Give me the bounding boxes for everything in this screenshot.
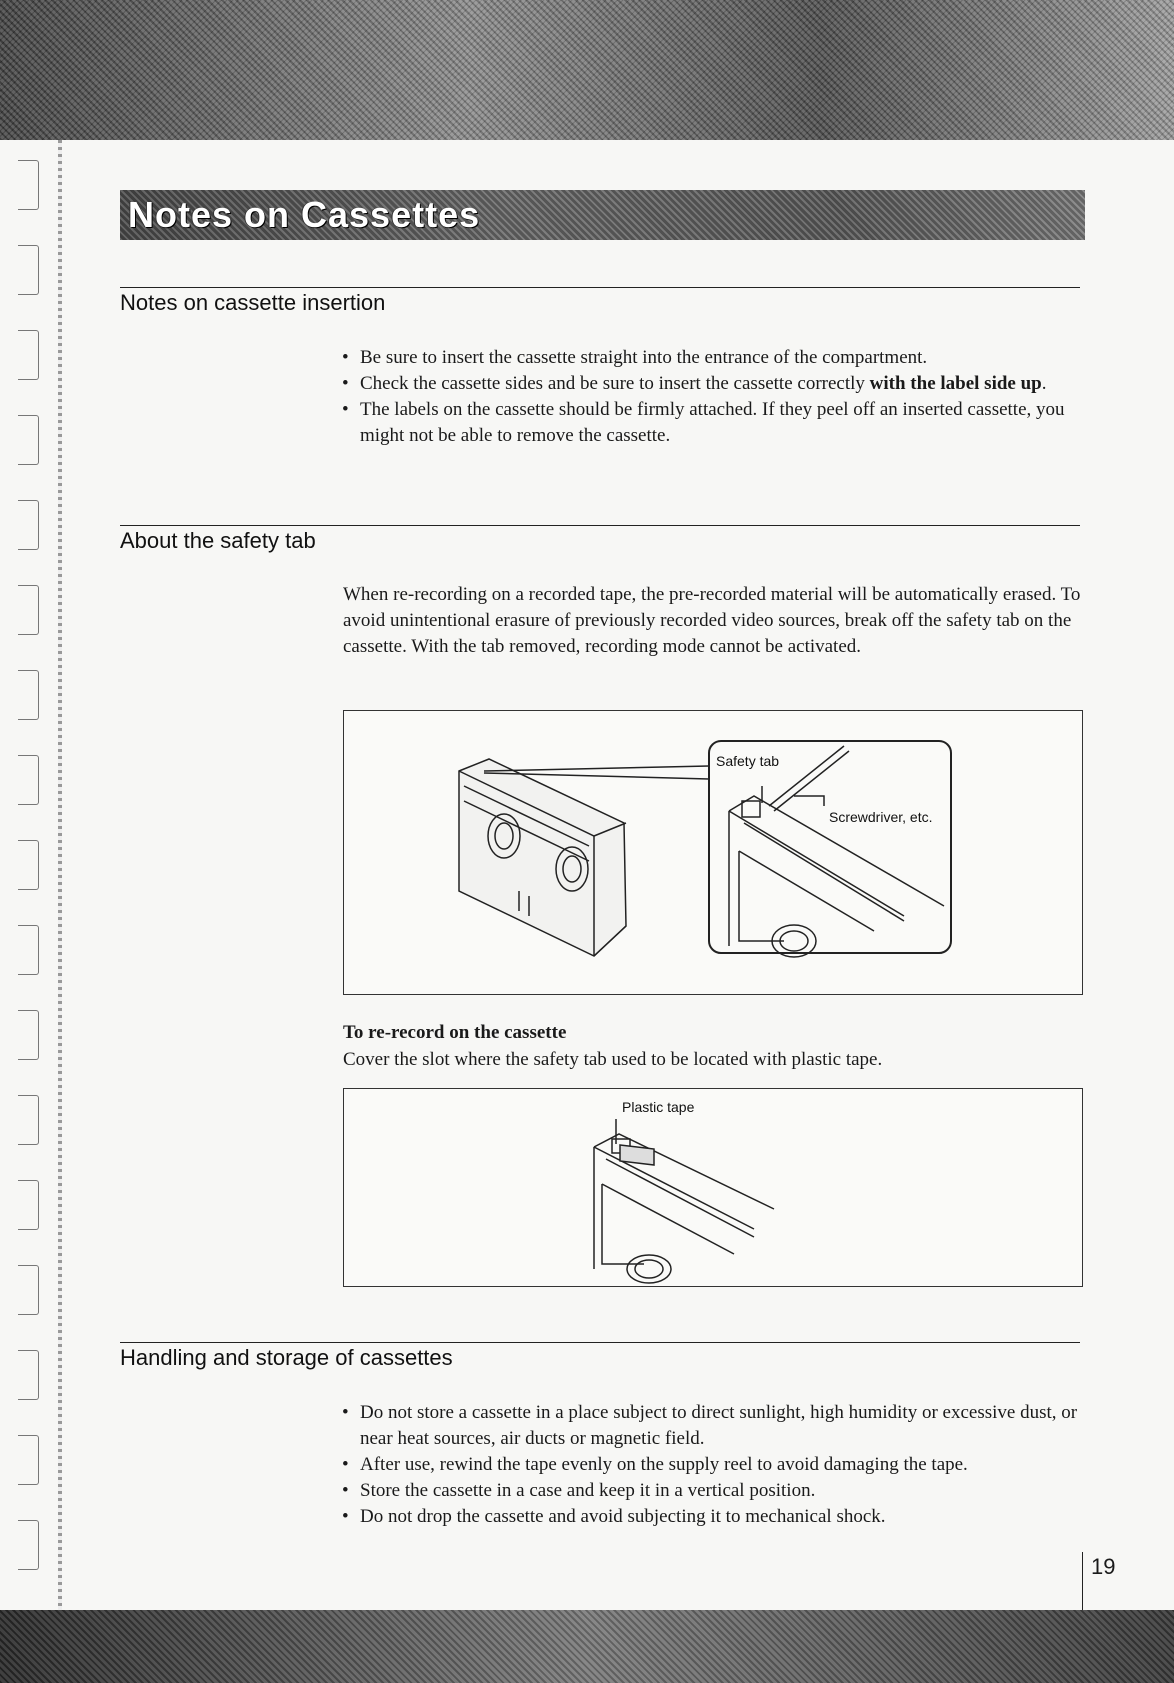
binder-hole xyxy=(18,1010,39,1060)
bullet-text: The labels on the cassette should be firmly attached. If they peel off an inserted cassette, you might not be able to remove the cassette. xyxy=(360,399,1065,446)
label-screwdriver: Screwdriver, etc. xyxy=(829,809,933,825)
binder-hole xyxy=(18,1180,39,1230)
bottom-scan-band xyxy=(0,1610,1174,1683)
list-item xyxy=(340,397,1090,449)
binder-edge xyxy=(58,140,62,1610)
safety-tab-figure xyxy=(343,710,1083,995)
section-heading-insertion: Notes on cassette insertion xyxy=(120,290,386,315)
binder-hole xyxy=(18,330,39,380)
page-number: 19 xyxy=(1082,1552,1115,1612)
top-scan-band xyxy=(0,0,1174,140)
list-item xyxy=(340,371,1090,397)
binder-hole xyxy=(18,245,39,295)
binder-hole xyxy=(18,160,39,210)
plastic-tape-figure xyxy=(343,1088,1083,1287)
binder-hole xyxy=(18,585,39,635)
binder-hole xyxy=(18,1435,39,1485)
section-heading-safety-tab: About the safety tab xyxy=(120,528,316,553)
list-item xyxy=(340,1400,1090,1452)
safety-tab-paragraph: When re-recording on a recorded tape, the pre-recorded material will be automatically erased. To avoid unintentional erasure of previously recorded video sources, break off the safety tab on the cassette. With the tab removed, recording mode cannot be activated. xyxy=(343,584,1081,657)
list-item xyxy=(340,1504,1090,1530)
rerecord-text: Cover the slot where the safety tab used to be located with plastic tape. xyxy=(343,1049,883,1070)
plastic-tape-illustration xyxy=(344,1089,1082,1286)
list-item xyxy=(340,1478,1090,1504)
binder-hole xyxy=(18,840,39,890)
binder-hole xyxy=(18,670,39,720)
binder-hole xyxy=(18,1265,39,1315)
section-heading-handling: Handling and storage of cassettes xyxy=(120,1345,453,1370)
bullet-text: Store the cassette in a case and keep it in a vertical position. xyxy=(360,1480,816,1501)
binder-hole xyxy=(18,925,39,975)
binder-hole xyxy=(18,500,39,550)
list-item xyxy=(340,1452,1090,1478)
bullet-text: Check the cassette sides and be sure to insert the cassette correctly xyxy=(360,373,870,394)
bullet-text: Be sure to insert the cassette straight into the entrance of the compartment. xyxy=(360,347,928,368)
insertion-bullet-list xyxy=(340,345,1090,449)
label-plastic-tape: Plastic tape xyxy=(622,1099,695,1115)
page-title-bar xyxy=(120,190,1085,240)
page-title: Notes on Cassettes xyxy=(128,194,481,235)
cassette-illustration xyxy=(344,711,1082,994)
bullet-bold-text: with the label side up xyxy=(869,373,1042,394)
section-rule xyxy=(120,287,1080,288)
binder-hole xyxy=(18,1520,39,1570)
label-safety-tab: Safety tab xyxy=(716,753,780,769)
bullet-text: Do not drop the cassette and avoid subjecting it to mechanical shock. xyxy=(360,1506,886,1527)
binder-hole xyxy=(18,755,39,805)
binder-hole xyxy=(18,1350,39,1400)
section-rule xyxy=(120,1342,1080,1343)
binder-hole xyxy=(18,415,39,465)
bullet-text: After use, rewind the tape evenly on the supply reel to avoid damaging the tape. xyxy=(360,1454,968,1475)
binder-holes xyxy=(0,140,70,1610)
list-item xyxy=(340,345,1090,371)
bullet-text: Do not store a cassette in a place subject to direct sunlight, high humidity or excessive dust, or near heat sources, air ducts or magnetic field. xyxy=(360,1402,1078,1449)
bullet-text-tail: . xyxy=(1041,373,1047,394)
rerecord-heading: To re-record on the cassette xyxy=(343,1022,567,1043)
section-rule xyxy=(120,525,1080,526)
handling-bullet-list xyxy=(340,1400,1090,1530)
binder-hole xyxy=(18,1095,39,1145)
